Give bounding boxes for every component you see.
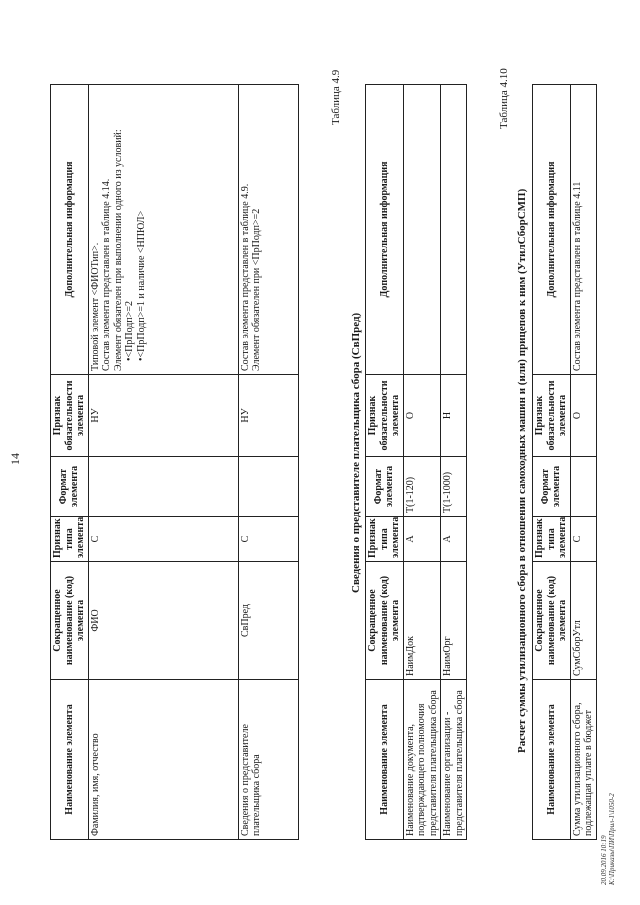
header-name: Наименование элемента: [51, 680, 89, 840]
table-row: [441, 85, 467, 840]
cell-name: Сведения о представителе плательщика сбора: [238, 680, 298, 840]
cell-info: [88, 85, 238, 375]
header-type: Признак типа элемента: [533, 517, 571, 562]
cell-format: Т(1-120): [403, 457, 441, 517]
cell-info: [441, 85, 467, 375]
table-header-row: [51, 85, 89, 840]
header-info: Дополнительная информация: [366, 85, 404, 375]
info-line: Элемент обязателен при <ПрПодп>=2: [251, 208, 262, 371]
cell-type: А: [403, 517, 441, 562]
header-mandatory: Признак обязательности элемента: [366, 375, 404, 457]
cell-info: [238, 85, 298, 375]
header-format: Формат элемента: [366, 457, 404, 517]
header-type: Признак типа элемента: [51, 517, 89, 562]
cell-code: НаимОрг: [441, 562, 467, 680]
stamp-line: К:\Приказы\ПИ\Прил-1\1050-2: [608, 793, 616, 885]
info-line: Состав элемента представлен в таблице 4.14.: [101, 178, 112, 371]
page-number: 14: [8, 453, 22, 465]
cell-type: А: [441, 517, 467, 562]
table-row: [88, 85, 238, 840]
info-bullet: • <ПрПодп>=2: [124, 88, 136, 361]
file-stamp: [600, 793, 616, 885]
header-name: Наименование элемента: [366, 680, 404, 840]
cell-mandatory: О: [570, 375, 596, 457]
header-mandatory: Признак обязательности элемента: [51, 375, 89, 457]
table-row: [238, 85, 298, 840]
table-4-10-title: Расчет суммы утилизационного сбора в отношении самоходных машин и (или) прицепов к ним (УтилСборСМП): [516, 188, 528, 753]
table-row: [570, 85, 596, 840]
table-header-row: [533, 85, 571, 840]
header-mandatory: Признак обязательности элемента: [533, 375, 571, 457]
cell-name: Сумма утилизационного сбора, подлежащая уплате в бюджет: [570, 680, 596, 840]
header-code: Сокращенное наименование (код) элемента: [366, 562, 404, 680]
info-line: Элемент обязателен при выполнении одного из условий:: [112, 129, 124, 371]
cell-info: [403, 85, 441, 375]
header-format: Формат элемента: [533, 457, 571, 517]
stamp-line: 20.09.2016 10:19: [600, 835, 608, 885]
cell-format: Т(1-1000): [441, 457, 467, 517]
cell-info: Состав элемента представлен в таблице 4.11: [570, 85, 596, 375]
header-name: Наименование элемента: [533, 680, 571, 840]
cell-name: Наименование организации - представителя плательщика сбора: [441, 680, 467, 840]
cell-format: [88, 457, 238, 517]
table-4-10-label: Таблица 4.10: [498, 68, 510, 129]
info-line: Состав элемента представлен в таблице 4.9.: [239, 183, 251, 371]
header-format: Формат элемента: [51, 457, 89, 517]
table-4-9-label: Таблица 4.9: [330, 69, 342, 125]
cell-type: С: [238, 517, 298, 562]
cell-code: СвПред: [238, 562, 298, 680]
cell-type: С: [570, 517, 596, 562]
cell-format: [238, 457, 298, 517]
cell-mandatory: НУ: [88, 375, 238, 457]
table-continuation: [50, 84, 299, 840]
header-code: Сокращенное наименование (код) элемента: [533, 562, 571, 680]
header-code: Сокращенное наименование (код) элемента: [51, 562, 89, 680]
cell-mandatory: Н: [441, 375, 467, 457]
cell-code: СумСборУтл: [570, 562, 596, 680]
info-bullet-list: [124, 88, 147, 371]
table-row: [403, 85, 441, 840]
cell-name: Наименование документа, подтверждающего полномочия представителя плательщика сбора: [403, 680, 441, 840]
cell-code: ФИО: [88, 562, 238, 680]
cell-name: Фамилия, имя, отчество: [88, 680, 238, 840]
cell-format: [570, 457, 596, 517]
table-4-9: [365, 84, 467, 840]
cell-mandatory: НУ: [238, 375, 298, 457]
cell-mandatory: О: [403, 375, 441, 457]
info-line: Типовой элемент <ФИОТип>.: [89, 242, 101, 371]
header-info: Дополнительная информация: [533, 85, 571, 375]
header-info: Дополнительная информация: [51, 85, 89, 375]
cell-code: НаимДок: [403, 562, 441, 680]
table-4-10: [532, 84, 597, 840]
info-bullet: • <ПрПодп>=1 и наличие <НПЮЛ>: [136, 88, 148, 361]
table-4-9-title: Сведения о представителе плательщика сбора (СвПред): [350, 312, 362, 593]
header-type: Признак типа элемента: [366, 517, 404, 562]
table-header-row: [366, 85, 404, 840]
cell-type: С: [88, 517, 238, 562]
